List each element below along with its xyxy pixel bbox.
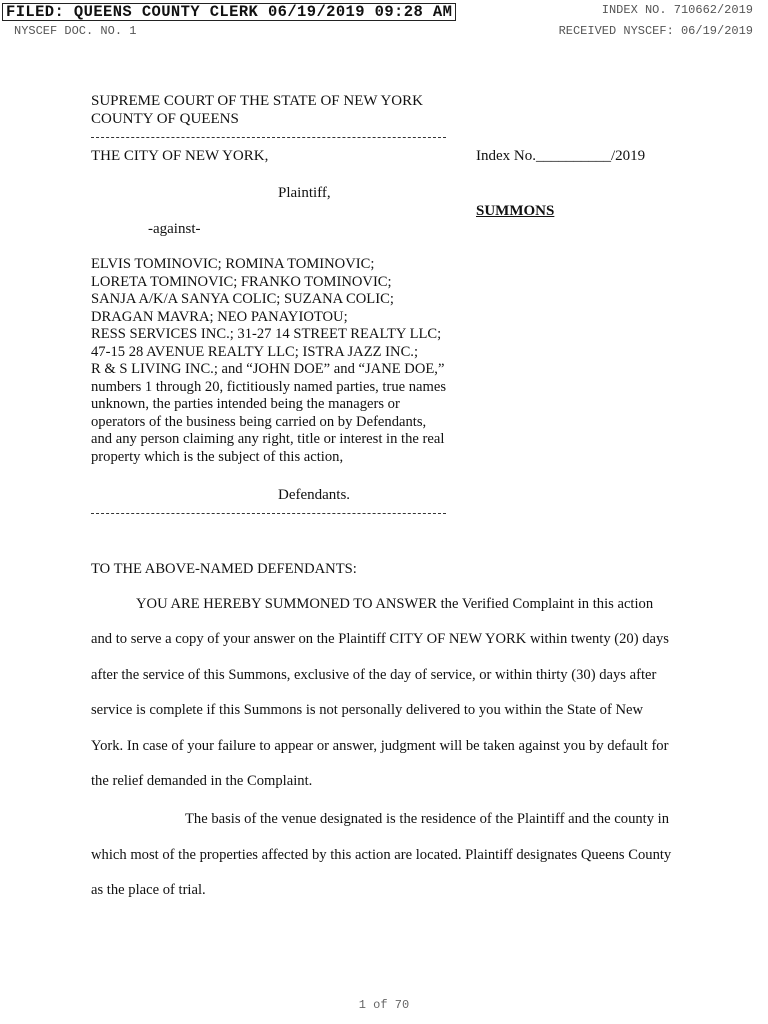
paragraph-line: service is complete if this Summons is not personally delivered to you within the State of New [91,702,644,719]
plaintiff-name: THE CITY OF NEW YORK, [91,148,269,164]
paragraph-line: the relief demanded in the Complaint. [91,773,313,789]
defendant-line: SANJA A/K/A SANYA COLIC; SUZANA COLIC; [91,291,394,308]
paragraph-line: The basis of the venue designated is the residence of the Plaintiff and the county in [185,811,670,827]
paragraph-line: after the service of this Summons, exclusive of the day of service, or within thirty (30) days after [91,666,657,683]
defendant-line: DRAGAN MAVRA; NEO PANAYIOTOU; [91,308,348,325]
defendants-list [91,256,471,467]
defendants-role: Defendants. [278,487,351,503]
document-title: SUMMONS [476,203,555,219]
page-number: 1 of 70 [358,998,410,1012]
index-number-field: Index No.__________/2019 [476,148,646,164]
defendant-line: unknown, the parties intended being the managers or [91,396,400,413]
county-name: COUNTY OF QUEENS [91,111,239,127]
defendant-line: and any person claiming any right, title or interest in the real [91,431,445,448]
court-name: SUPREME COURT OF THE STATE OF NEW YORK [91,93,423,109]
plaintiff-role: Plaintiff, [278,185,331,201]
defendant-line: ELVIS TOMINOVIC; ROMINA TOMINOVIC; [91,256,375,272]
defendant-line: property which is the subject of this action, [91,449,344,466]
nyscef-doc-number: NYSCEF DOC. NO. 1 [14,24,137,38]
filed-stamp: FILED: QUEENS COUNTY CLERK 06/19/2019 09:28 AM [2,3,456,21]
paragraph-line: and to serve a copy of your answer on the Plaintiff CITY OF NEW YORK within twenty (20) days [91,631,669,648]
defendant-line: numbers 1 through 20, fictitiously named parties, true names [91,378,447,395]
defendant-line: R & S LIVING INC.; and “JOHN DOE” and “JANE DOE,” [91,361,445,378]
paragraph-line: YOU ARE HEREBY SUMMONED TO ANSWER the Verified Complaint in this action [136,596,654,612]
caption-divider-bottom [91,513,446,514]
defendant-line: LORETA TOMINOVIC; FRANKO TOMINOVIC; [91,273,392,290]
defendant-line: RESS SERVICES INC.; 31-27 14 STREET REALTY LLC; [91,326,442,343]
received-date: RECEIVED NYSCEF: 06/19/2019 [558,24,753,38]
caption-divider-top [91,137,446,138]
paragraph-line: which most of the properties affected by this action are located. Plaintiff designates Queens County [91,846,672,863]
defendant-line: 47-15 28 AVENUE REALTY LLC; ISTRA JAZZ INC.; [91,343,419,360]
paragraph-line: York. In case of your failure to appear or answer, judgment will be taken against you by default for [91,737,669,754]
paragraph-line: as the place of trial. [91,882,206,898]
defendant-line: operators of the business being carried on by Defendants, [91,413,427,430]
index-number-header: INDEX NO. 710662/2019 [601,3,753,17]
against-label: -against- [148,221,201,237]
salutation: TO THE ABOVE-NAMED DEFENDANTS: [91,561,357,577]
